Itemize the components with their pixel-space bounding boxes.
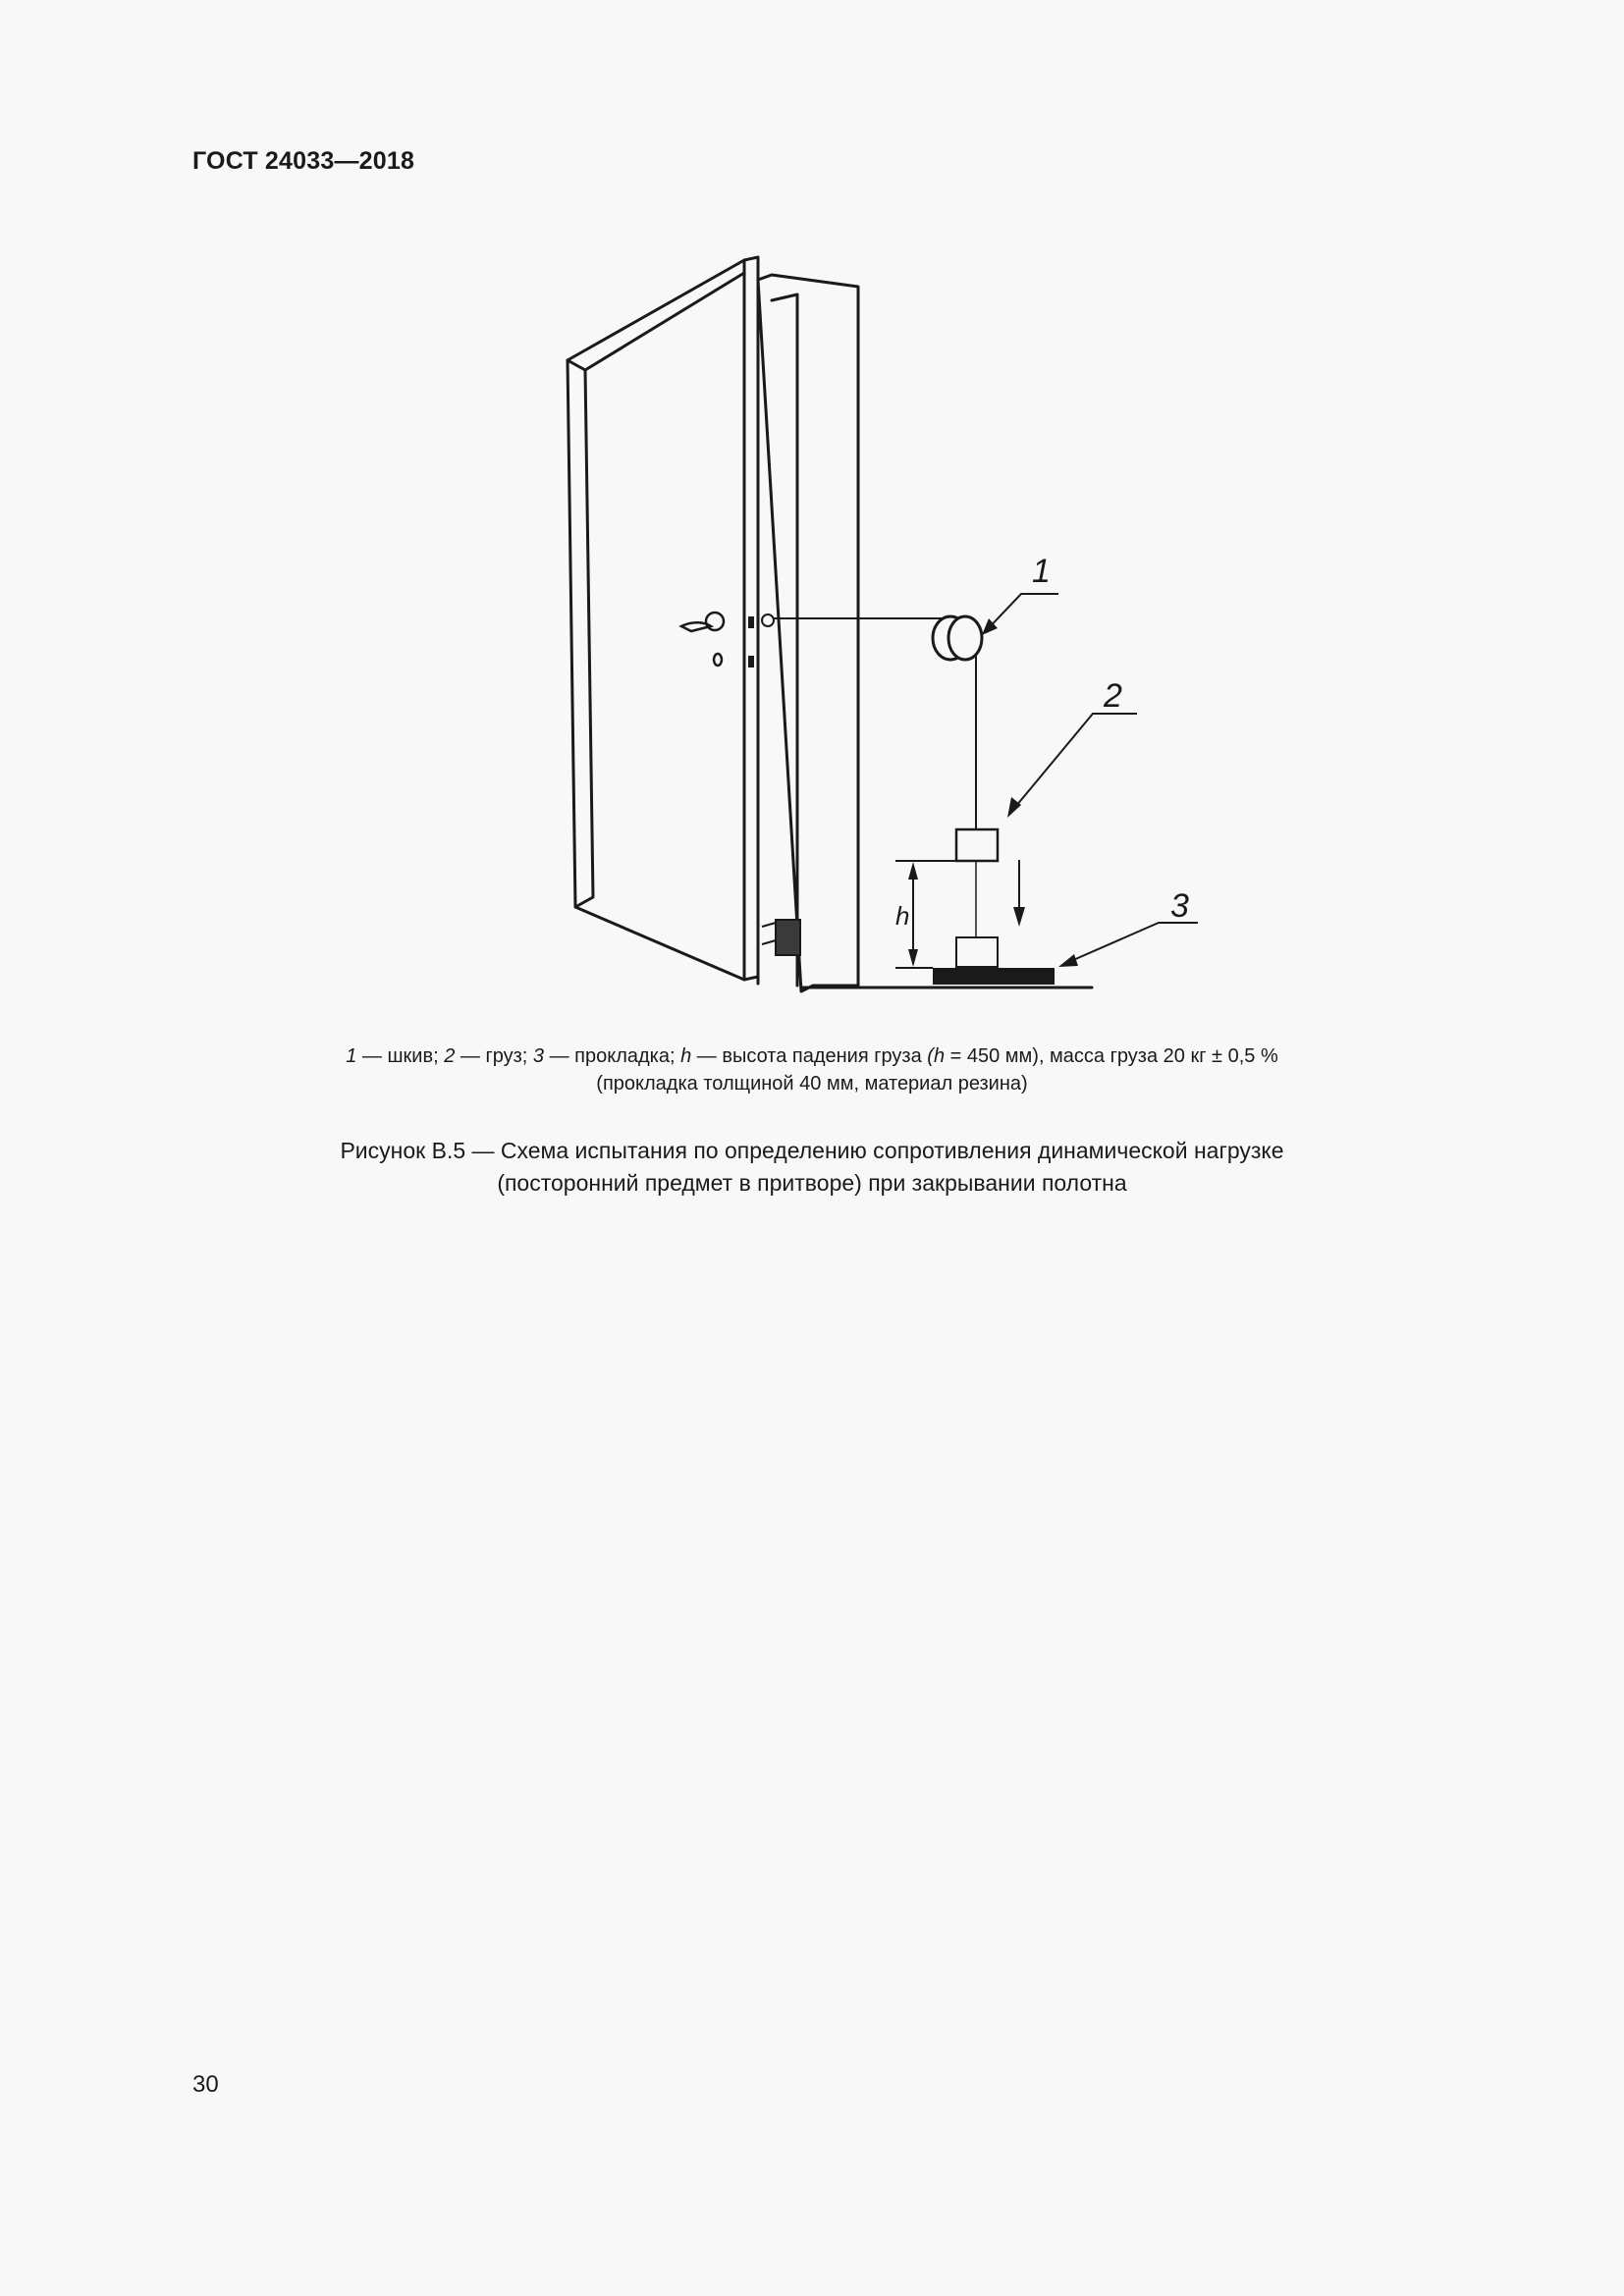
door-leaf-inner xyxy=(568,260,744,980)
rubber-pad xyxy=(933,968,1055,985)
caption-line-2: (посторонний предмет в притворе) при закрывании полотна xyxy=(497,1170,1127,1196)
leader-3 xyxy=(1064,923,1198,964)
legend-text-3: — прокладка; xyxy=(544,1045,681,1067)
doorstop-block xyxy=(762,920,800,955)
page-number: 30 xyxy=(192,2071,219,2098)
legend-text-1: — шкив; xyxy=(356,1045,445,1067)
legend-paren: ( xyxy=(927,1045,934,1067)
legend-text-2: — груз; xyxy=(455,1045,533,1067)
figure-caption xyxy=(196,1135,1428,1200)
caption-line-1: Рисунок В.5 — Схема испытания по определению сопротивления динамической нагрузке xyxy=(340,1138,1284,1163)
legend-text-h: — высота падения груза xyxy=(691,1045,928,1067)
height-label: h xyxy=(895,901,910,931)
legend-num-1: 1 xyxy=(346,1045,357,1067)
legend-line-2: (прокладка толщиной 40 мм, материал резина) xyxy=(596,1073,1028,1095)
weight-top xyxy=(956,829,998,861)
figure-legend xyxy=(196,1042,1428,1097)
leader-2 xyxy=(1011,714,1137,812)
door-leaf xyxy=(568,257,758,980)
legend-num-2: 2 xyxy=(444,1045,456,1067)
legend-num-h: h xyxy=(680,1045,692,1067)
door-leaf-edge xyxy=(585,273,744,370)
callout-3: 3 xyxy=(1170,887,1189,925)
door-latches xyxy=(748,616,754,667)
callout-2: 2 xyxy=(1104,677,1122,715)
callout-1: 1 xyxy=(1032,553,1051,590)
pulley xyxy=(933,616,982,660)
legend-num-h2: h xyxy=(933,1045,946,1067)
door-handle-icon xyxy=(681,613,724,666)
door-test-diagram xyxy=(0,0,1624,1021)
door-frame xyxy=(758,275,858,991)
legend-num-3: 3 xyxy=(532,1045,545,1067)
weight-bottom xyxy=(956,937,998,967)
legend-line-1 xyxy=(196,1042,1428,1070)
document-header: ГОСТ 24033—2018 xyxy=(192,147,415,175)
legend-text-h2: = 450 мм), масса груза 20 кг ± 0,5 % xyxy=(945,1045,1278,1067)
